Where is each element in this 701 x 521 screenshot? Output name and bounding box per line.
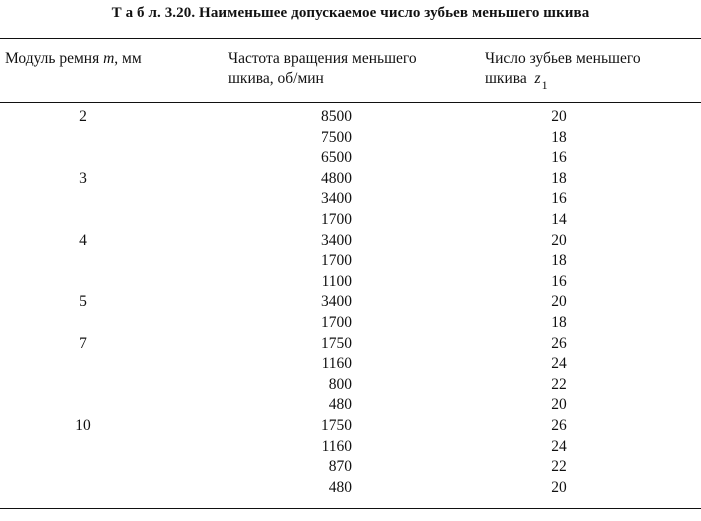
teeth-count-cell: 22 [551,458,567,476]
frequency-cell: 480 [328,478,352,496]
table-body [0,107,701,498]
teeth-count-cell: 20 [551,478,567,496]
frequency-cell: 1700 [321,313,352,331]
module-cell: 7 [79,334,87,352]
table-row [0,375,701,396]
teeth-count-cell: 20 [551,231,567,249]
frequency-cell: 4800 [321,169,352,187]
teeth-count-cell: 24 [551,437,567,455]
frequency-cell: 480 [328,396,352,414]
frequency-cell: 1160 [321,437,352,455]
table-row [0,334,701,355]
header-frequency [228,49,417,89]
module-cell: 10 [75,416,91,434]
module-cell: 3 [79,169,87,187]
table-row [0,128,701,149]
module-cell: 5 [79,293,87,311]
table-row [0,292,701,313]
header-teeth-line1: Число зубьев меньшего [485,50,641,67]
header-teeth-symbol: z [534,70,541,87]
header-module-symbol: m [103,50,115,67]
frequency-cell: 3400 [321,231,352,249]
teeth-count-cell: 18 [551,252,567,270]
header-teeth-subscript: 1 [541,78,548,92]
frequency-cell: 1700 [321,252,352,270]
teeth-count-cell: 14 [551,210,567,228]
header-rule [0,102,701,103]
frequency-cell: 1100 [321,272,352,290]
table-row [0,148,701,169]
table-row [0,272,701,293]
frequency-cell: 6500 [321,149,352,167]
table-row [0,189,701,210]
header-frequency-line1: Частота вращения меньшего [228,50,417,67]
frequency-cell: 1750 [321,416,352,434]
teeth-count-cell: 24 [551,355,567,373]
teeth-count-cell: 26 [551,334,567,352]
bottom-rule [0,508,701,509]
teeth-count-cell: 16 [551,149,567,167]
teeth-count-cell: 20 [551,396,567,414]
table-caption: Т а б л. 3.20. Наименьшее допускаемое число зубьев меньшего шкива [111,5,590,21]
table-row [0,395,701,416]
frequency-cell: 8500 [321,108,352,125]
table-row [0,437,701,458]
teeth-count-cell: 22 [551,375,567,393]
frequency-cell: 1700 [321,210,352,228]
table-row [0,313,701,334]
teeth-count-cell: 18 [551,313,567,331]
frequency-cell: 7500 [321,128,352,146]
frequency-cell: 1750 [321,334,352,352]
header-frequency-line2: шкива, об/мин [228,70,324,87]
frequency-cell: 1160 [321,355,352,373]
frequency-cell: 3400 [321,293,352,311]
frequency-cell: 800 [328,375,352,393]
table-row [0,354,701,375]
teeth-count-cell: 26 [551,416,567,434]
header-module [5,49,142,69]
module-cell: 4 [79,231,87,249]
table-row [0,251,701,272]
table-row [0,210,701,231]
teeth-count-cell: 20 [551,108,567,125]
teeth-count-cell: 20 [551,293,567,311]
module-cell: 2 [79,108,87,125]
top-rule [0,38,701,39]
table-row [0,478,701,499]
header-teeth-line2-wrap [485,69,641,92]
table-row [0,231,701,252]
header-module-label: Модуль ремня [5,50,100,67]
table-row [0,457,701,478]
frequency-cell: 870 [328,458,352,476]
table-row [0,107,701,128]
table-row [0,416,701,437]
teeth-count-cell: 18 [551,128,567,146]
header-module-unit: , мм [114,50,142,67]
teeth-count-cell: 16 [551,272,567,290]
teeth-count-cell: 16 [551,190,567,208]
teeth-count-cell: 18 [551,169,567,187]
header-teeth [485,49,641,92]
header-teeth-line2: шкива [485,70,527,87]
frequency-cell: 3400 [321,190,352,208]
table-row [0,169,701,190]
